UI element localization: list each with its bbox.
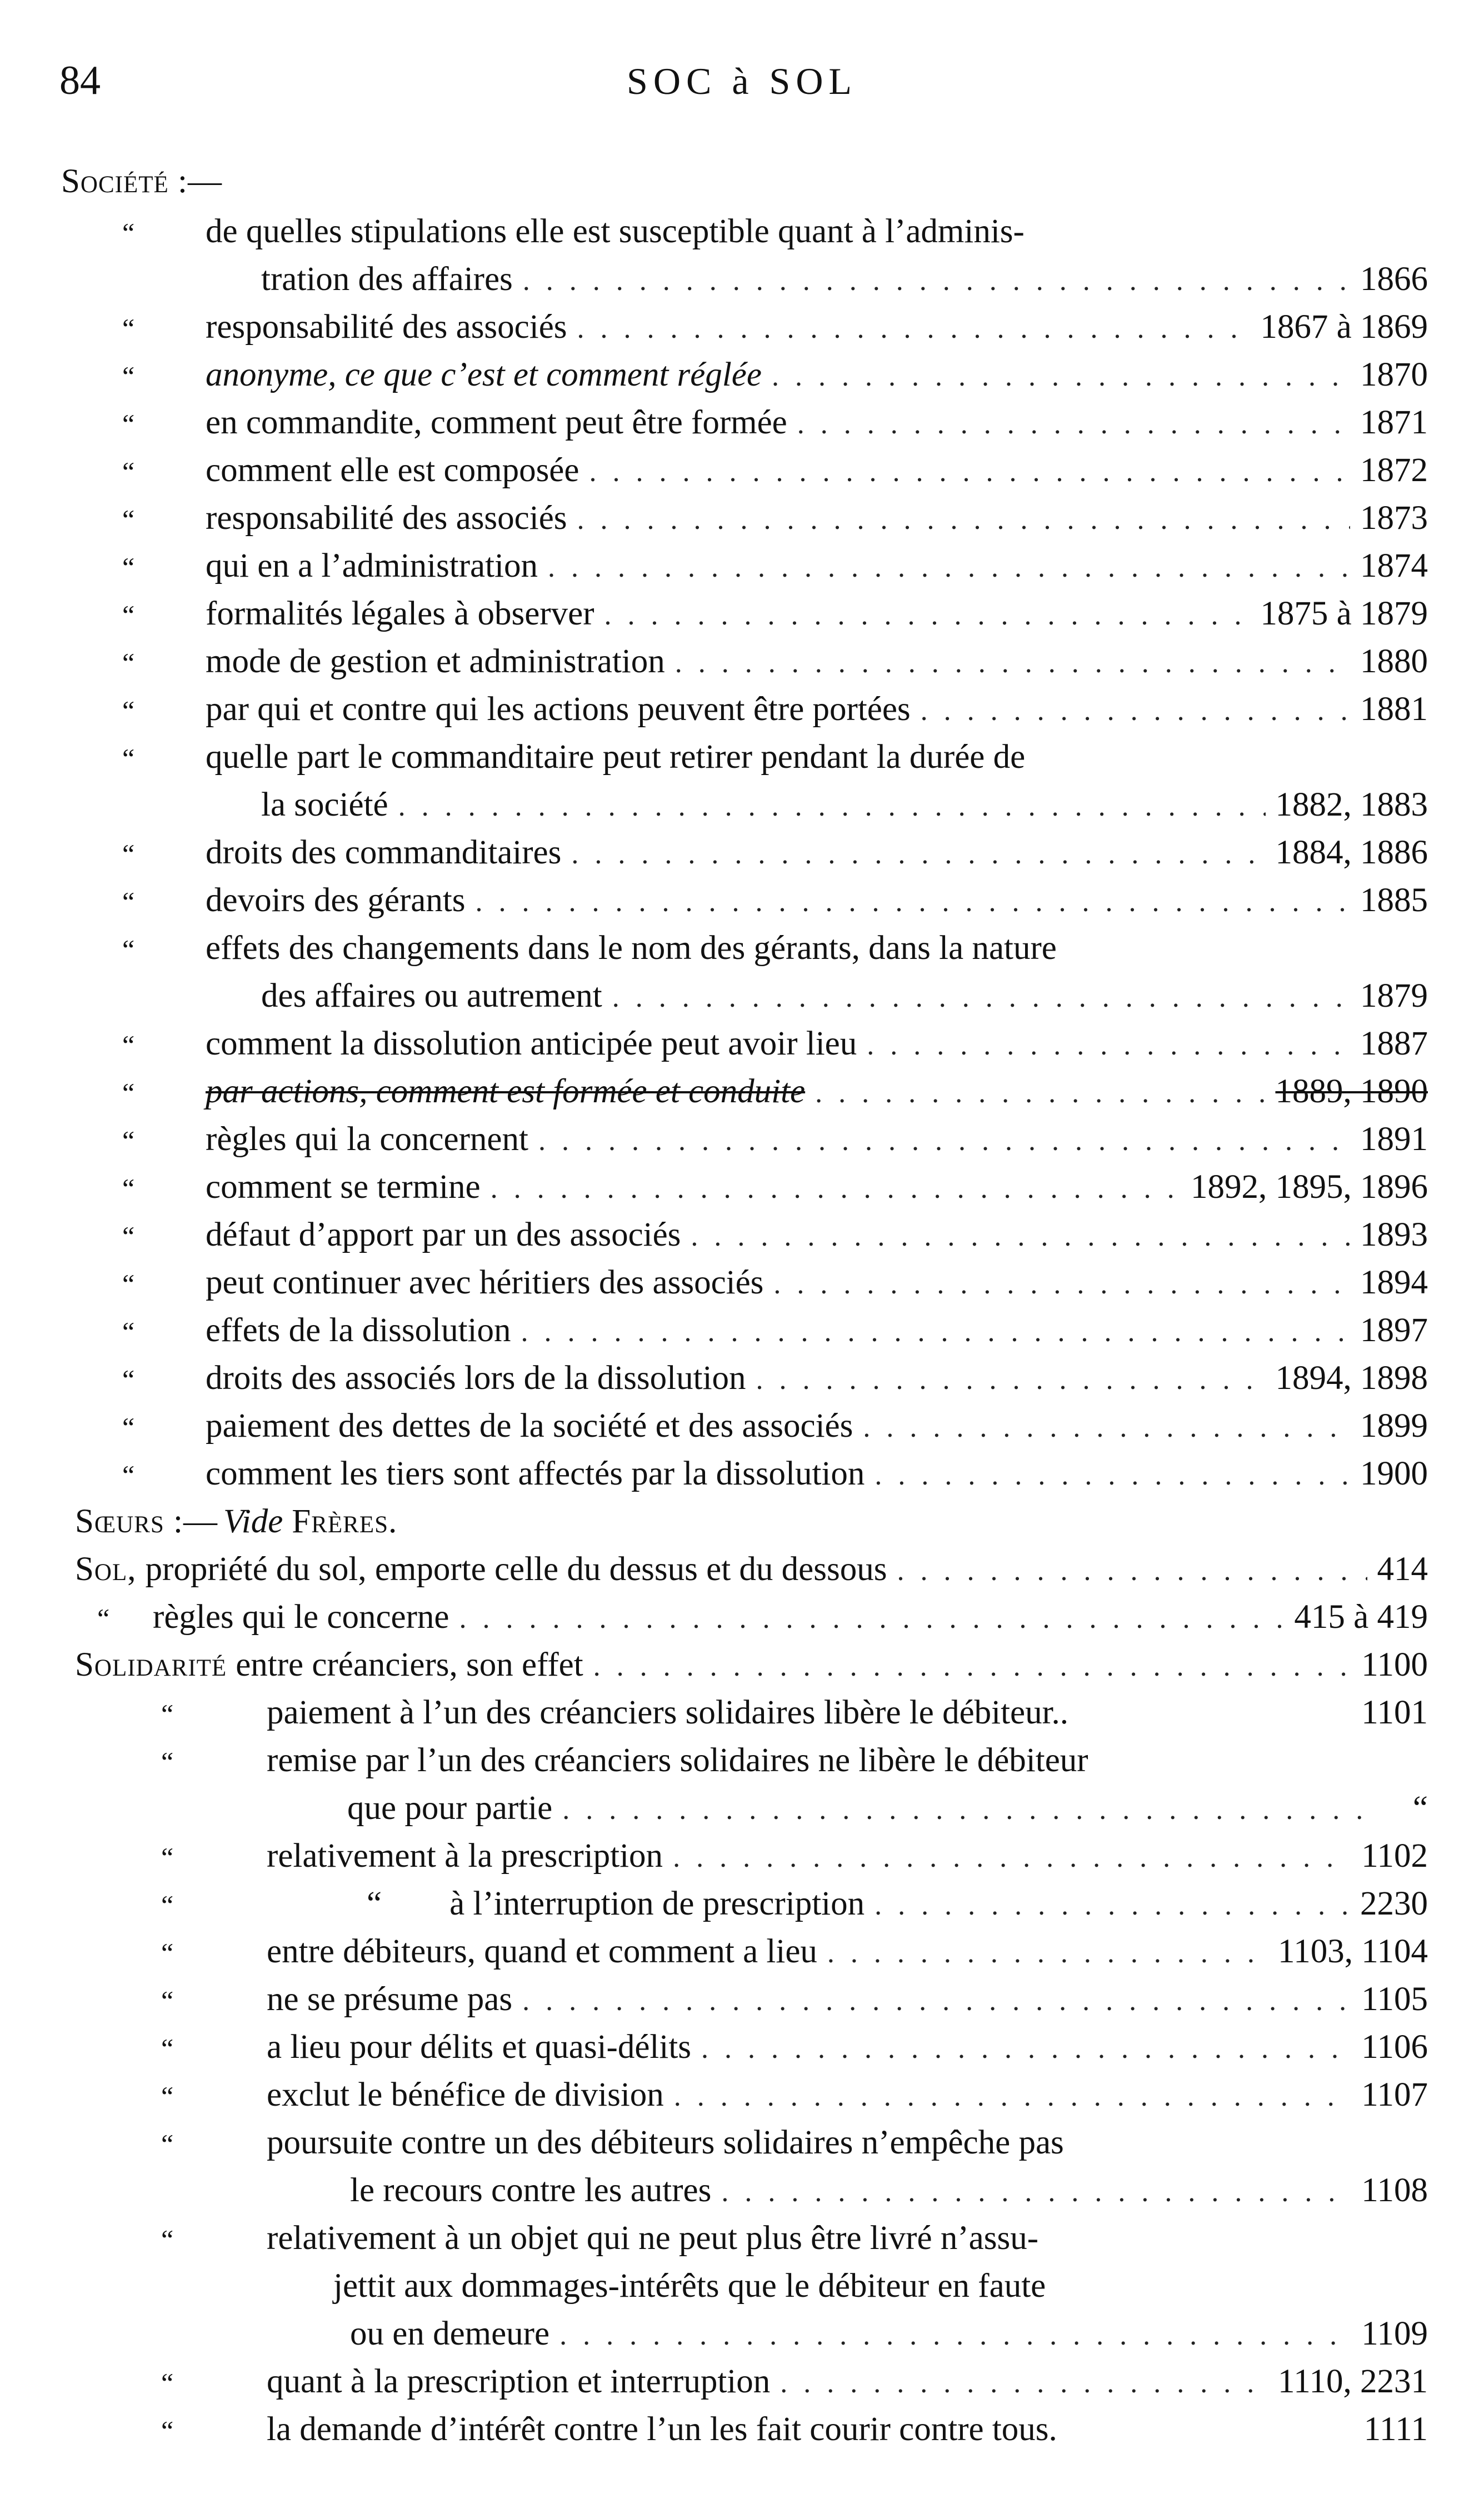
entry-reference: 1889, 1890 (1275, 1073, 1428, 1110)
ditto-mark: “ (122, 886, 135, 917)
entry-text: paiement à l’un des créanciers solidaires libère le débiteur.. (267, 1694, 1069, 1731)
entry-reference: 1106 (1361, 2028, 1428, 2066)
entry-text: jettit aux dommages-intérêts que le débiteur en faute (333, 2267, 1046, 2305)
entry-reference: 1882, 1883 (1275, 786, 1428, 823)
entry-text: quant à la prescription et interruption (267, 2363, 771, 2400)
entry-text: le recours contre les autres (350, 2172, 712, 2209)
ditto-mark: “ (122, 504, 135, 535)
dot-leader (773, 1261, 1350, 1308)
entry-reference: 1103, 1104 (1278, 1933, 1428, 1970)
index-entry (122, 1211, 1428, 1259)
ditto-mark: “ (122, 1460, 135, 1491)
ditto-mark: “ (161, 2224, 174, 2255)
entry-reference: 1870 (1360, 356, 1428, 393)
dot-leader (673, 1834, 1351, 1882)
index-entry (97, 1593, 1428, 1641)
ditto-mark: “ (122, 361, 135, 392)
entry-text: responsabilité des associés (206, 308, 567, 346)
section-heading-societe (61, 158, 1428, 206)
index-entry-continuation (261, 256, 1428, 303)
entry-text: que pour partie (347, 1790, 553, 1827)
dot-leader (593, 1643, 1352, 1691)
entry-text: effets des changements dans le nom des gérants, dans la nature (206, 929, 1057, 967)
entry-reference: 1872 (1360, 452, 1428, 489)
index-entry-continuation (261, 781, 1428, 829)
ditto-mark: “ (161, 1842, 174, 1873)
dot-leader (875, 1882, 1350, 1930)
see-also-target: Frères. (292, 1503, 398, 1540)
dot-leader (674, 2073, 1351, 2121)
ditto-mark: “ (161, 1698, 174, 1730)
entry-text: par qui et contre qui les actions peuvent être portées (206, 691, 911, 728)
ditto-mark: “ (122, 599, 135, 631)
dot-leader (559, 2312, 1351, 2360)
entry-reference: 1101 (1361, 1694, 1428, 1731)
index-entry-continuation (347, 1785, 1428, 1832)
see-also-label: Vide (223, 1503, 283, 1540)
section-heading-soeurs (75, 1498, 1428, 1546)
dot-leader (577, 496, 1350, 544)
index-entry-continuation (350, 2310, 1428, 2358)
entry-reference: 1899 (1360, 1407, 1428, 1445)
entry-reference: 1105 (1361, 1981, 1428, 2018)
entry-text: remise par l’un des créanciers solidaires ne libère le débiteur (267, 1742, 1088, 1779)
entry-reference: 1884, 1886 (1275, 834, 1428, 871)
index-entry (161, 2119, 1428, 2167)
entry-reference: 1874 (1360, 547, 1428, 584)
index-entry (161, 1976, 1428, 2023)
entry-text: effets de la dissolution (206, 1312, 511, 1349)
ditto-mark: “ (161, 1890, 174, 1921)
index-entry (122, 351, 1428, 399)
dot-leader (827, 1930, 1268, 1977)
ditto-mark: “ (122, 743, 135, 774)
dot-leader (867, 1022, 1350, 1069)
ditto-mark: “ (122, 456, 135, 487)
index-entry (122, 1259, 1428, 1307)
entry-reference: 1887 (1360, 1025, 1428, 1062)
index-entry (122, 399, 1428, 447)
index-entry (122, 542, 1428, 590)
entry-text: en commandite, comment peut être formée (206, 404, 787, 441)
entry-reference: 1875 à 1879 (1260, 595, 1428, 632)
entry-text: la demande d’intérêt contre l’un les fait courir contre tous. (267, 2411, 1057, 2448)
ditto-mark: “ (161, 1937, 174, 1968)
entry-text: la société (261, 786, 388, 823)
entry-text: comment elle est composée (206, 452, 579, 489)
ditto-mark: “ (122, 1268, 135, 1300)
entry-text: qui en a l’administration (206, 547, 538, 584)
entry-text: ou en demeure (350, 2315, 550, 2352)
dot-leader (589, 448, 1350, 496)
ditto-mark: “ (122, 838, 135, 869)
index-entry (122, 1450, 1428, 1498)
ditto-mark: “ (161, 2033, 174, 2064)
dot-leader (459, 1595, 1284, 1643)
entry-reference: 1894 (1360, 1264, 1428, 1301)
entry-reference: 1893 (1360, 1216, 1428, 1253)
ditto-mark: “ (122, 217, 135, 248)
ditto-mark: “ (122, 1077, 135, 1108)
index-entry (75, 1546, 1428, 1593)
dot-leader (797, 401, 1350, 448)
index-entry (161, 2071, 1428, 2119)
index-entry-continuation (261, 972, 1428, 1020)
entry-reference: 1866 (1360, 261, 1428, 298)
entry-reference: 1100 (1361, 1646, 1428, 1683)
entry-text: comment la dissolution anticipée peut avoir lieu (206, 1025, 857, 1062)
section-heading-solidarite (75, 1641, 1428, 1689)
entry-reference: 1110, 2231 (1278, 2363, 1428, 2400)
entry-reference: 414 (1377, 1551, 1428, 1588)
ditto-mark: “ (161, 2081, 174, 2112)
index-entry (122, 733, 1428, 781)
ditto-mark: “ (122, 1364, 135, 1395)
entry-reference: 1885 (1360, 882, 1428, 919)
entry-text: règles qui le concerne (153, 1598, 449, 1636)
index-entry (122, 924, 1428, 972)
index-entry (161, 1689, 1428, 1737)
entry-text: mode de gestion et administration (206, 643, 665, 680)
heading-text: Société :— (61, 163, 222, 200)
entry-text: a lieu pour délits et quasi-délits (267, 2028, 692, 2066)
entry-text: propriété du sol, emporte celle du dessus et du dessous (145, 1551, 887, 1588)
entry-text: tration des affaires (261, 261, 513, 298)
ditto-mark: “ (97, 1603, 110, 1634)
entry-text: règles qui la concernent (206, 1121, 528, 1158)
entry-text: formalités légales à observer (206, 595, 594, 632)
index-entry (161, 2023, 1428, 2071)
index-entry (122, 877, 1428, 924)
entry-text: paiement des dettes de la société et des associés (206, 1407, 853, 1445)
ditto-mark: “ (122, 1173, 135, 1204)
entry-reference: “ (1412, 1790, 1428, 1827)
entry-reference: 1107 (1361, 2076, 1428, 2113)
entry-text: droits des associés lors de la dissolution (206, 1360, 746, 1397)
dot-leader (780, 2360, 1268, 2407)
index-entry (122, 829, 1428, 877)
index-entry (122, 590, 1428, 638)
index-entry (122, 303, 1428, 351)
entry-reference: 1891 (1360, 1121, 1428, 1158)
entry-reference: 1109 (1361, 2315, 1428, 2352)
entry-text: peut continuer avec héritiers des associés (206, 1264, 764, 1301)
entry-text: devoirs des gérants (206, 882, 466, 919)
index-entry (122, 638, 1428, 686)
ditto-mark: “ (122, 313, 135, 344)
entry-reference: 1880 (1360, 643, 1428, 680)
dot-leader (863, 1404, 1350, 1452)
ditto-mark: “ (122, 408, 135, 439)
dot-leader (721, 2168, 1351, 2216)
entry-reference: 1871 (1360, 404, 1428, 441)
index-entry (122, 1402, 1428, 1450)
dot-leader (897, 1547, 1367, 1595)
dot-leader (562, 1786, 1373, 1834)
dot-leader (538, 1117, 1350, 1165)
dot-leader (675, 639, 1350, 687)
entry-text: des affaires ou autrement (261, 977, 602, 1014)
ditto-mark: “ (122, 1221, 135, 1252)
entry-reference: 1111 (1363, 2411, 1428, 2448)
entry-reference: 1102 (1361, 1837, 1428, 1875)
index-entry (161, 1737, 1428, 1785)
entry-heading: Sol, (75, 1551, 137, 1588)
dot-leader (612, 974, 1350, 1022)
entry-reference: 1873 (1360, 499, 1428, 537)
entry-reference: 1879 (1360, 977, 1428, 1014)
index-entry (161, 2406, 1428, 2453)
entry-text: responsabilité des associés (206, 499, 567, 537)
dot-leader (577, 305, 1251, 353)
index-entry (122, 208, 1428, 256)
ditto-mark: “ (161, 2367, 174, 2398)
ditto-mark: “ (161, 2415, 174, 2446)
ditto-mark: “ (122, 552, 135, 583)
index-entry (122, 686, 1428, 733)
entry-reference: 1108 (1361, 2172, 1428, 2209)
dot-leader (521, 1308, 1350, 1356)
entry-text: quelle part le commanditaire peut retirer pendant la durée de (206, 738, 1026, 776)
index-entry (161, 1832, 1428, 1880)
dot-leader (875, 1452, 1350, 1500)
entry-heading: Solidarité (75, 1646, 227, 1683)
dot-leader (756, 1356, 1266, 1404)
entry-text: défaut d’apport par un des associés (206, 1216, 681, 1253)
running-head: SOC à SOL (627, 60, 857, 102)
index-entry (122, 494, 1428, 542)
entry-text: par actions, comment est formée et conduite (206, 1073, 806, 1110)
entry-text: entre débiteurs, quand et comment a lieu (267, 1933, 817, 1970)
dot-leader (815, 1069, 1265, 1117)
index-entry (161, 2215, 1428, 2262)
ditto-mark: “ (122, 1412, 135, 1443)
index-entry (122, 1355, 1428, 1402)
dot-leader (921, 687, 1350, 735)
index-entry (122, 447, 1428, 494)
entry-reference: 2230 (1360, 1885, 1428, 1922)
entry-text: ne se présume pas (267, 1981, 513, 2018)
entry-text: comment se termine (206, 1168, 481, 1206)
ditto-mark: “ (122, 695, 135, 726)
dot-leader (691, 1213, 1350, 1261)
dot-leader (772, 353, 1350, 401)
dot-leader (491, 1165, 1181, 1213)
entry-text: relativement à un objet qui ne peut plus être livré n’assu- (267, 2220, 1039, 2257)
dot-leader (548, 544, 1350, 592)
entry-reference: 415 à 419 (1294, 1598, 1428, 1636)
ditto-mark: “ (122, 1316, 135, 1347)
entry-text: exclut le bénéfice de division (267, 2076, 664, 2113)
entry-reference: 1881 (1360, 691, 1428, 728)
heading-text: Sœurs :— (75, 1503, 218, 1540)
ditto-mark: “ (161, 2128, 174, 2160)
entry-reference: 1897 (1360, 1312, 1428, 1349)
index-entry (122, 1068, 1428, 1116)
ditto-mark: “ (161, 1746, 174, 1777)
entry-text: de quelles stipulations elle est susceptible quant à l’adminis- (206, 213, 1025, 250)
entry-text: droits des commanditaires (206, 834, 562, 871)
page-number: 84 (59, 58, 101, 103)
entry-reference: 1900 (1360, 1455, 1428, 1492)
index-entry (161, 2358, 1428, 2406)
dot-leader (604, 592, 1251, 639)
entry-text: anonyme, ce que c’est et comment réglée (206, 356, 762, 393)
entry-text: relativement à la prescription (267, 1837, 663, 1875)
dot-leader (522, 1977, 1351, 2025)
ditto-mark: “ (122, 1125, 135, 1156)
ditto-mark: “ (122, 934, 135, 965)
entry-text: poursuite contre un des débiteurs solidaires n’empêche pas (267, 2124, 1064, 2161)
entry-reference: 1892, 1895, 1896 (1191, 1168, 1428, 1206)
entry-text: comment les tiers sont affectés par la dissolution (206, 1455, 865, 1492)
dot-leader (476, 878, 1350, 926)
entry-text: “ à l’interruption de prescription (367, 1885, 865, 1922)
entry-reference: 1867 à 1869 (1260, 308, 1428, 346)
dot-leader (523, 257, 1350, 305)
dot-leader (398, 783, 1266, 831)
entry-text: entre créanciers, son effet (236, 1646, 583, 1683)
index-entry-continuation (333, 2262, 1428, 2310)
entry-reference: 1894, 1898 (1275, 1360, 1428, 1397)
ditto-mark: “ (122, 647, 135, 678)
ditto-mark: “ (122, 1029, 135, 1061)
index-entry (122, 1307, 1428, 1355)
index-entry (161, 1880, 1428, 1928)
index-entry (122, 1116, 1428, 1163)
ditto-mark: “ (161, 1985, 174, 2016)
index-entry (122, 1020, 1428, 1068)
dot-leader (701, 2025, 1351, 2073)
index-entry (161, 1928, 1428, 1976)
index-entry (122, 1163, 1428, 1211)
index-entry-continuation (350, 2167, 1428, 2215)
dot-leader (571, 831, 1265, 878)
